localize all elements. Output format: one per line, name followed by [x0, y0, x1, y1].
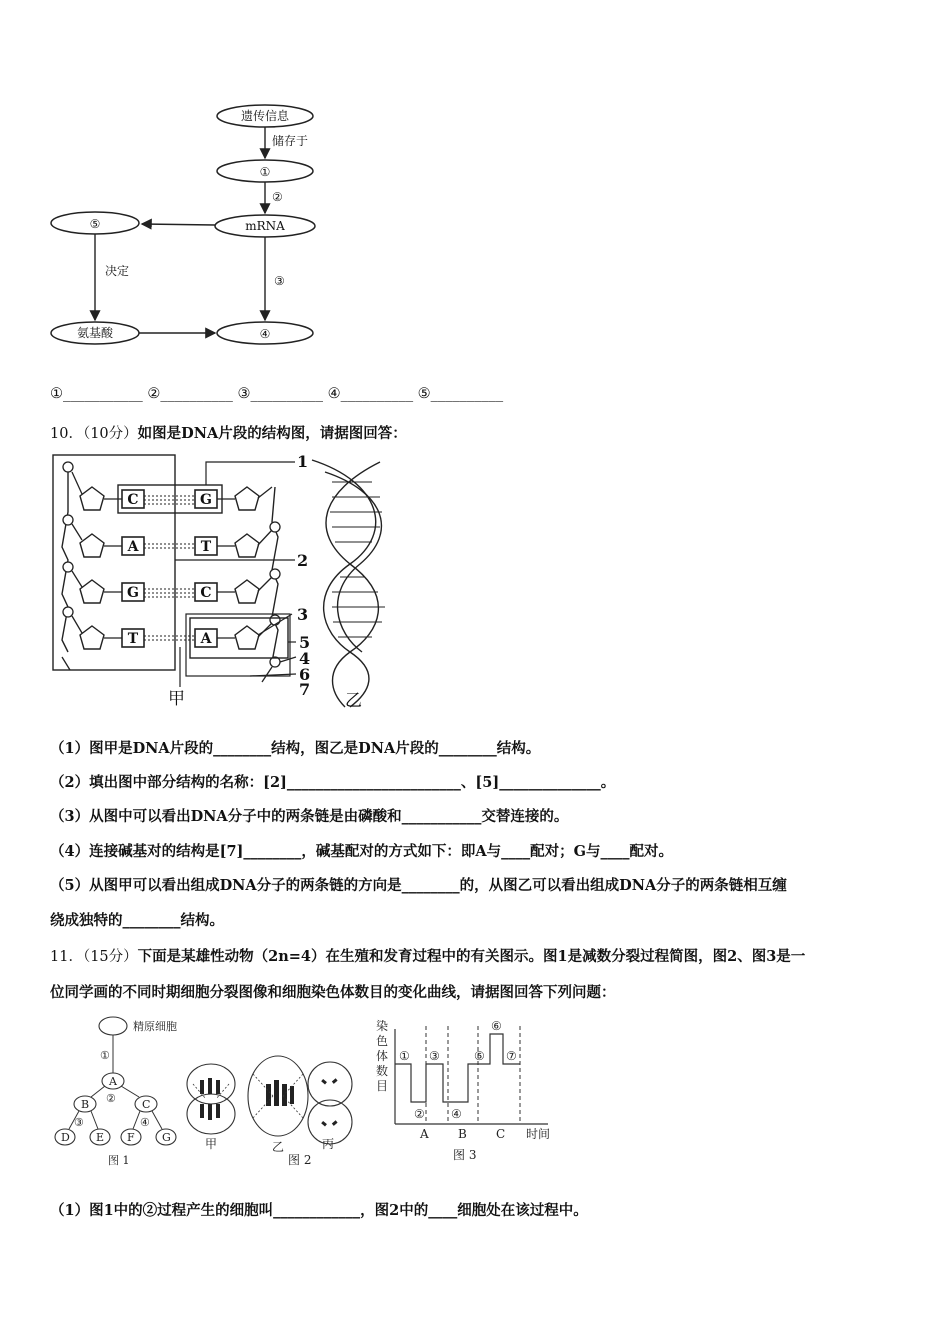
q10-sub3: （3）从图中可以看出DNA分子中的两条链是由磷酸和___________交替连接的。: [50, 808, 569, 825]
label-3: ③: [274, 274, 285, 288]
label-3: 3: [297, 605, 309, 624]
label-decide: 决定: [105, 264, 130, 278]
q11-heading-line1: 11．（15分）下面是某雄性动物（2n=4）在生殖和发育过程中的有关图示。图1是减数分裂过程简图，图2、图3是一: [50, 948, 806, 965]
label-1: ①: [259, 165, 271, 179]
stage-4: ④: [451, 1107, 462, 1121]
stage-1: ①: [399, 1049, 410, 1063]
label-mrna: mRNA: [245, 219, 285, 233]
node-g: G: [162, 1131, 171, 1144]
chart-ylabel-4: 数: [376, 1064, 389, 1078]
label-fig3: 图 3: [453, 1148, 477, 1162]
stage-5: ⑤: [474, 1049, 485, 1063]
label-amino-acid: 氨基酸: [76, 326, 114, 340]
q10-sub2: （2）填出图中部分结构的名称：[2]________________________、[5]______________。: [50, 774, 616, 791]
q10-sub5-line2: 绕成独特的________结构。: [50, 912, 224, 929]
label-spermatogonium: 精原细胞: [133, 1020, 177, 1033]
step-1: ①: [100, 1049, 110, 1062]
dna-structure-figure: [50, 452, 410, 714]
chart-ylabel-3: 体: [376, 1049, 389, 1063]
label-4: 4: [299, 649, 311, 668]
base-left-4: T: [127, 631, 139, 647]
base-right-2: T: [200, 539, 212, 555]
label-genetic-info: 遗传信息: [240, 109, 290, 123]
label-7: 7: [299, 680, 311, 699]
base-right-1: G: [200, 492, 212, 508]
label-jia: 甲: [168, 689, 185, 709]
label-cell-jia: 甲: [205, 1137, 218, 1151]
node-f: F: [127, 1131, 135, 1144]
chart-xlabel: 时间: [526, 1127, 551, 1141]
label-yi: 乙: [345, 691, 362, 711]
chart-xtick-c: C: [496, 1127, 506, 1141]
gene-expression-flow-diagram: [40, 95, 340, 355]
q10-sub5-line1: （5）从图甲可以看出组成DNA分子的两条链的方向是________的，从图乙可以看出组成DNA分子的两条链相互缠: [50, 877, 787, 894]
step-3: ③: [74, 1116, 84, 1129]
node-a: A: [109, 1075, 117, 1088]
label-cell-bing: 丙: [322, 1137, 335, 1151]
label-fig2: 图 2: [288, 1153, 312, 1167]
q10-heading: 10．（10分）如图是DNA片段的结构图，请据图回答：: [50, 425, 407, 442]
meiosis-figures: [48, 1014, 568, 1172]
step-2: ②: [106, 1092, 116, 1105]
base-left-2: A: [127, 539, 139, 555]
q10-sub1: （1）图甲是DNA片段的________结构，图乙是DNA片段的________结构。: [50, 740, 541, 757]
node-c: C: [142, 1098, 151, 1111]
label-4: ④: [259, 327, 271, 341]
label-1: 1: [297, 452, 309, 471]
base-right-3: C: [200, 585, 212, 601]
label-stored-in: 储存于: [272, 134, 309, 148]
chart-ylabel-1: 染: [376, 1019, 389, 1033]
label-cell-yi: 乙: [272, 1140, 285, 1154]
chart-ylabel-2: 色: [376, 1034, 389, 1048]
step-4: ④: [140, 1116, 150, 1129]
q9-answer-blanks: ①___________ ②__________ ③__________ ④__________ ⑤__________: [50, 386, 504, 402]
label-5: 5: [299, 633, 311, 652]
node-b: B: [81, 1098, 90, 1111]
label-6: 6: [299, 665, 311, 684]
base-left-1: C: [127, 492, 139, 508]
q11-heading-line2: 位同学画的不同时期细胞分裂图像和细胞染色体数目的变化曲线，请据图回答下列问题：: [50, 984, 616, 1001]
chart-xtick-a: A: [420, 1127, 429, 1141]
stage-3: ③: [429, 1049, 440, 1063]
label-fig1: 图 1: [108, 1154, 130, 1167]
base-right-4: A: [200, 631, 212, 647]
stage-6: ⑥: [491, 1019, 502, 1033]
base-left-3: G: [127, 585, 139, 601]
chart-xtick-b: B: [458, 1127, 467, 1141]
node-d: D: [61, 1131, 70, 1144]
stage-7: ⑦: [506, 1049, 517, 1063]
label-2: ②: [272, 190, 283, 204]
q10-sub4: （4）连接碱基对的结构是[7]________，碱基配对的方式如下：即A与____配对；G与____配对。: [50, 843, 674, 860]
node-e: E: [96, 1131, 105, 1144]
q11-sub1: （1）图1中的②过程产生的细胞叫____________，图2中的____细胞处在该过程中。: [50, 1202, 588, 1219]
stage-2: ②: [414, 1107, 425, 1121]
label-2: 2: [297, 551, 309, 570]
chart-ylabel-5: 目: [376, 1079, 389, 1093]
label-5: ⑤: [89, 217, 101, 231]
